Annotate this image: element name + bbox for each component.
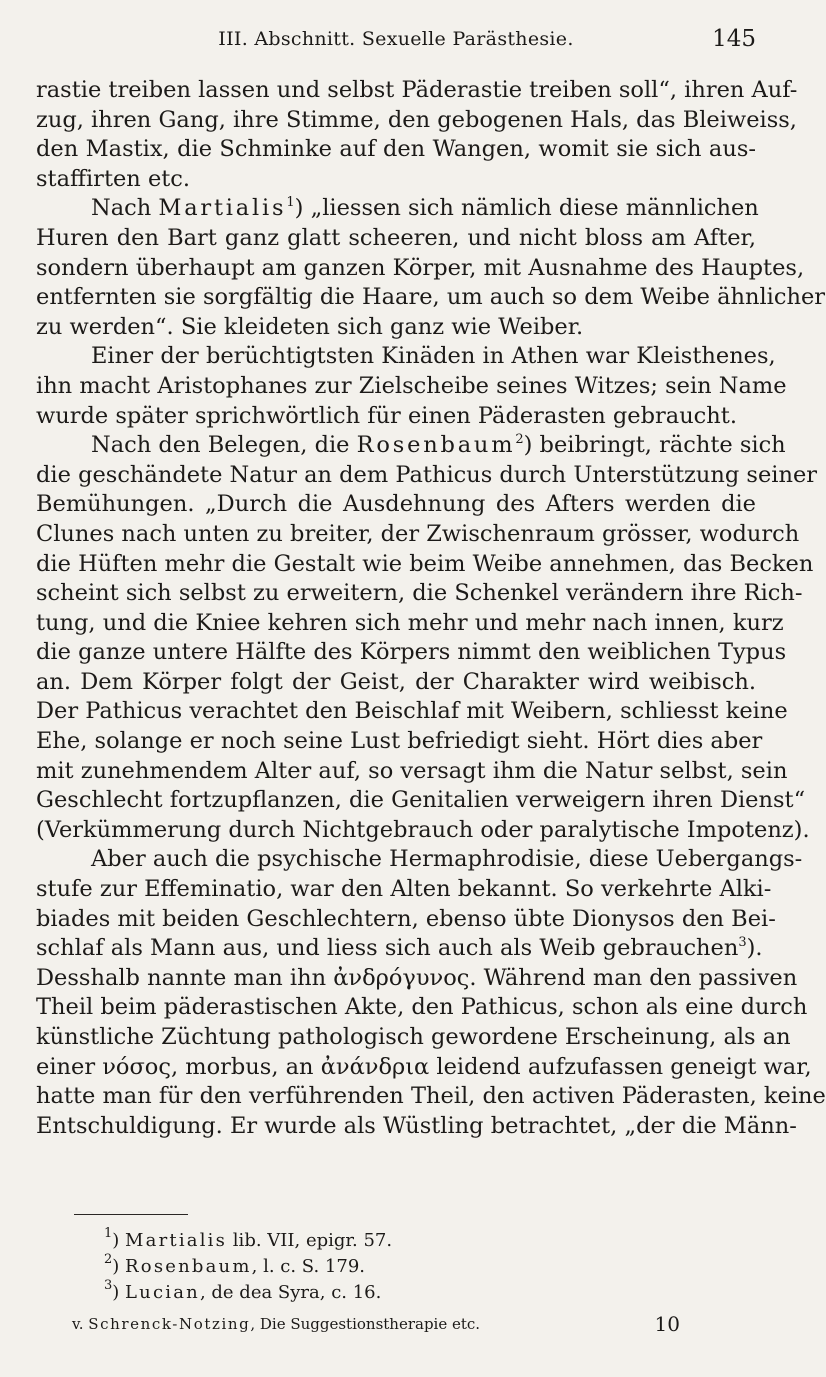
line-text: Nach	[91, 195, 159, 222]
text-line: stufe zur Effeminatio, war den Alten bekannt. So verkehrte Alki-	[36, 876, 772, 903]
text-line	[36, 934, 763, 964]
text-line: Geschlecht fortzupflanzen, die Genitalien verweigern ihren Dienst“	[36, 787, 806, 814]
footnote-rule	[74, 1214, 188, 1215]
footnote-mark: 3	[104, 1278, 113, 1293]
footnote	[104, 1280, 392, 1306]
footnote-bracket: )	[112, 1230, 126, 1251]
running-head	[36, 28, 756, 62]
signature-line	[72, 1313, 680, 1335]
footnote-ref: 1	[286, 195, 295, 211]
signature-title: , Die Suggestionstherapie etc.	[250, 1315, 481, 1333]
text-line: Entschuldigung. Er wurde als Wüstling betrachtet, „der die Männ-	[36, 1112, 797, 1139]
footnote	[104, 1228, 392, 1254]
footnote-ref: 2	[515, 432, 524, 448]
text-line: sondern überhaupt am ganzen Körper, mit Ausnahme des Hauptes,	[36, 254, 805, 281]
text-line: tung, und die Kniee kehren sich mehr und mehr nach innen, kurz	[36, 609, 784, 636]
text-line: scheint sich selbst zu erweitern, die Schenkel verändern ihre Rich-	[36, 580, 803, 607]
footnote-ref: 3	[738, 935, 747, 951]
text-line: Desshalb nannte man ihn ἀνδρόγυνος. Während man den passiven	[36, 964, 798, 991]
footnote-text: , de dea Syra, c. 16.	[199, 1282, 382, 1303]
footnote-text: , l. c. S. 179.	[251, 1256, 366, 1277]
running-head-title: III. Abschnitt. Sexuelle Parästhesie.	[218, 28, 574, 50]
text-line: mit zunehmendem Alter auf, so versagt ihm die Natur selbst, sein	[36, 757, 788, 784]
text-line	[36, 194, 759, 224]
footnotes	[104, 1228, 392, 1306]
text-line: die geschändete Natur an dem Pathicus durch Unterstützung seiner	[36, 461, 818, 488]
text-line: Theil beim päderastischen Akte, den Pathicus, schon als eine durch	[36, 994, 808, 1021]
footnote	[104, 1254, 392, 1280]
text-line: künstliche Züchtung pathologisch gewordene Erscheinung, als an	[36, 1024, 791, 1050]
footnote-mark: 1	[104, 1226, 113, 1241]
text-line: rastie treiben lassen und selbst Päderastie treiben soll“, ihren Auf-	[36, 77, 798, 103]
text-line: Einer der berüchtigtsten Kinäden in Athen war Kleisthenes,	[91, 343, 776, 370]
text-line: den Mastix, die Schminke auf den Wangen, womit sie sich aus-	[36, 136, 756, 163]
signature-prefix: v.	[72, 1315, 89, 1333]
text-line: entfernten sie sorgfältig die Haare, um auch so dem Weibe ähnlicher	[36, 284, 826, 311]
text-line: Aber auch die psychische Hermaphrodisie, diese Uebergangs-	[91, 846, 803, 873]
text-line: die Hüften mehr die Gestalt wie beim Weibe annehmen, das Becken	[36, 550, 814, 577]
text-line: Bemühungen. „Durch die Ausdehnung des Afters werden die	[36, 491, 756, 518]
line-text: Nach den Belegen, die	[91, 432, 357, 459]
spaced-name: Martialis	[158, 195, 287, 222]
line-text: schlaf als Mann aus, und liess sich auch als Weib gebrauchen	[36, 935, 739, 962]
text-line: Clunes nach unten zu breiter, der Zwischenraum grösser, wodurch	[36, 520, 800, 547]
text-line: einer νόσος, morbus, an ἀνάνδρια leidend aufzufassen geneigt war,	[36, 1053, 812, 1080]
footnote-text: lib. VII, epigr. 57.	[227, 1230, 393, 1251]
text-line: (Verkümmerung durch Nichtgebrauch oder paralytische Impotenz).	[36, 816, 810, 843]
line-text: ).	[746, 935, 763, 962]
text-line	[36, 431, 786, 461]
text-line: zug, ihren Gang, ihre Stimme, den gebogenen Hals, das Bleiweiss,	[36, 106, 797, 133]
text-line: zu werden“. Sie kleideten sich ganz wie Weiber.	[36, 313, 584, 340]
footnote-author: Rosenbaum	[125, 1256, 252, 1277]
body-text	[36, 76, 826, 1141]
text-line: die ganze untere Hälfte des Körpers nimmt den weiblichen Typus	[36, 639, 787, 666]
page-number: 145	[712, 26, 756, 52]
line-text: ) beibringt, rächte sich	[523, 432, 786, 459]
sheet-number: 10	[654, 1312, 680, 1336]
spaced-name: Rosenbaum	[356, 432, 516, 459]
footnote-bracket: )	[112, 1282, 126, 1303]
text-line: Ehe, solange er noch seine Lust befriedigt sieht. Hört dies aber	[36, 728, 763, 755]
footnote-author: Lucian	[125, 1282, 200, 1303]
text-line: hatte man für den verführenden Theil, den activen Päderasten, keine	[36, 1083, 826, 1110]
footnote-author: Martialis	[125, 1230, 228, 1251]
footnote-mark: 2	[104, 1252, 113, 1267]
text-line: ihn macht Aristophanes zur Zielscheibe seines Witzes; sein Name	[36, 372, 787, 399]
text-line: Huren den Bart ganz glatt scheeren, und nicht bloss am After,	[36, 224, 756, 251]
text-line: staffirten etc.	[36, 165, 191, 192]
footnote-bracket: )	[112, 1256, 126, 1277]
text-line: Der Pathicus verachtet den Beischlaf mit Weibern, schliesst keine	[36, 698, 788, 725]
signature-author: Schrenck-Notzing	[88, 1315, 251, 1333]
text-line: an. Dem Körper folgt der Geist, der Charakter wird weibisch.	[36, 668, 756, 695]
text-line: biades mit beiden Geschlechtern, ebenso übte Dionysos den Bei-	[36, 905, 776, 932]
line-text: ) „liessen sich nämlich diese männlichen	[294, 195, 759, 222]
text-line: wurde später sprichwörtlich für einen Päderasten gebraucht.	[36, 402, 737, 429]
